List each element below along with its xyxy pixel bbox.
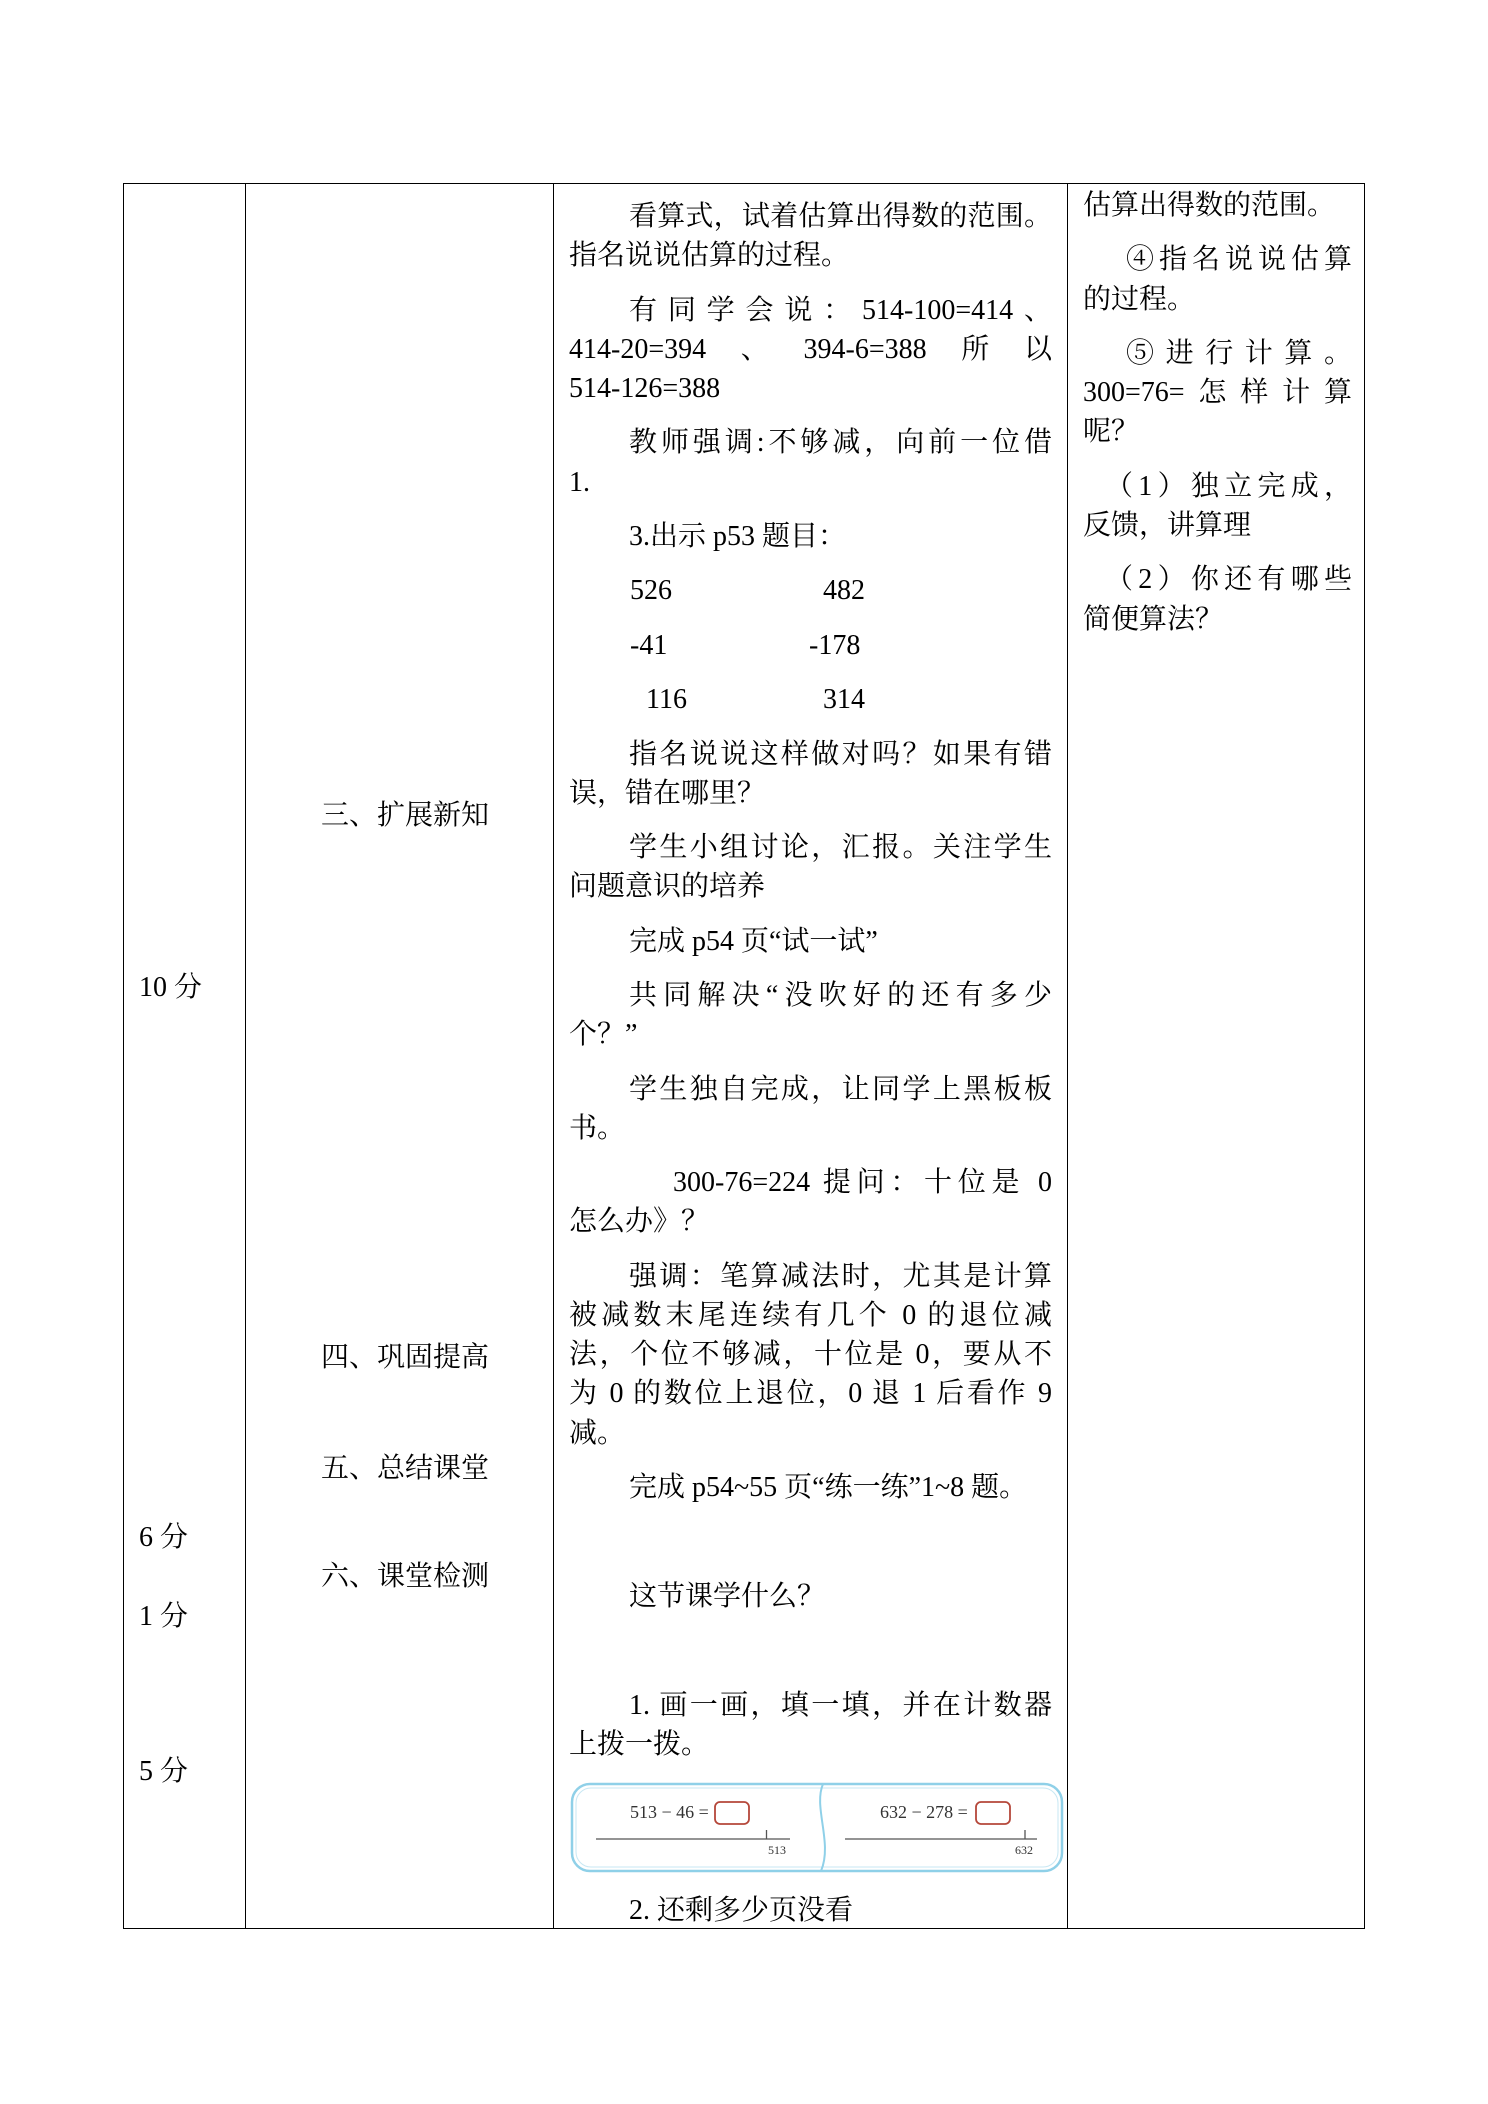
text-line: （2）你还有哪些 bbox=[1105, 564, 1352, 596]
text-line: 怎么办》？ bbox=[569, 1206, 710, 1238]
text-line: 1. 画一画，填一填，并在计数器 bbox=[629, 1689, 1052, 1721]
right-equation: 632 − 278 = bbox=[880, 1802, 968, 1823]
text-line: 简便算法？ bbox=[1083, 603, 1224, 635]
text-line: 300-76=224 提问：十位是 0 bbox=[673, 1167, 1052, 1199]
text-line: 误，错在哪里？ bbox=[569, 777, 766, 809]
text-line: 完成 p54 页“试一试” bbox=[629, 925, 878, 957]
teacher-paragraph bbox=[569, 423, 1052, 501]
text-line: 学生小组讨论，汇报。关注学生 bbox=[629, 832, 1052, 864]
teacher-paragraph bbox=[569, 517, 1052, 556]
teacher-paragraph bbox=[569, 197, 1052, 275]
blank-line bbox=[569, 1631, 1052, 1670]
teacher-paragraph bbox=[569, 735, 1052, 813]
calc-value: 526 bbox=[630, 575, 672, 607]
text-line: 完成 p54~55 页“练一练”1~8 题。 bbox=[629, 1472, 1028, 1504]
calc-value: -178 bbox=[809, 629, 861, 661]
text-line: 有同学会说：514-100=414、 bbox=[629, 294, 1052, 326]
text-line: 反馈，讲算理 bbox=[1083, 509, 1252, 541]
text-line: 300=76=怎样计算 bbox=[1083, 377, 1352, 409]
stage-column bbox=[246, 184, 554, 1928]
text-line: 1. bbox=[569, 466, 590, 498]
figure-frame bbox=[572, 1784, 1062, 1871]
figure-divider bbox=[820, 1784, 825, 1871]
text-line: 学生独自完成，让同学上黑板板 bbox=[629, 1073, 1052, 1105]
teacher-activity-column bbox=[554, 184, 1068, 1928]
text-line: 法，个位不够减，十位是 0，要从不 bbox=[569, 1339, 1052, 1371]
student-paragraph bbox=[1083, 334, 1352, 452]
time-mark: 1 分 bbox=[139, 1601, 189, 1632]
stage-label: 四、巩固提高 bbox=[321, 1342, 490, 1373]
time-mark: 5 分 bbox=[139, 1756, 189, 1787]
time-mark: 6 分 bbox=[139, 1522, 189, 1553]
text-line: 书。 bbox=[569, 1112, 626, 1144]
exercise-figure-graphic bbox=[569, 1779, 1065, 1876]
lesson-plan-table bbox=[123, 183, 1365, 1929]
right-answer-box bbox=[976, 1802, 1010, 1824]
text-line: 估算出得数的范围。 bbox=[1083, 190, 1336, 221]
left-equation: 513 − 46 = bbox=[630, 1802, 709, 1823]
student-paragraph bbox=[1083, 560, 1352, 638]
stage-label: 三、扩展新知 bbox=[321, 800, 490, 831]
text-line: 教师强调:不够减，向前一位借 bbox=[629, 427, 1052, 459]
vertical-calc-row bbox=[569, 680, 1052, 719]
teacher-paragraph bbox=[569, 1577, 1052, 1616]
calc-value: 116 bbox=[646, 684, 687, 716]
text-line: ④指名说说估算 bbox=[1126, 244, 1352, 276]
text-line: 减。 bbox=[569, 1417, 626, 1449]
stage-label: 六、课堂检测 bbox=[321, 1561, 490, 1592]
text-line: 被减数末尾连续有几个 0 的退位减 bbox=[569, 1300, 1052, 1332]
text-line: 呢？ bbox=[1083, 416, 1140, 448]
time-column bbox=[124, 184, 246, 1928]
teacher-paragraph bbox=[569, 976, 1052, 1054]
figure-frame-inner bbox=[576, 1788, 1058, 1867]
exercise-figure bbox=[569, 1779, 1052, 1876]
teacher-paragraph bbox=[569, 1468, 1052, 1507]
blank-line bbox=[569, 1522, 1052, 1561]
time-mark: 10 分 bbox=[139, 972, 203, 1003]
text-line: 414-20=394、394-6=388所以 bbox=[569, 333, 1052, 365]
teacher-paragraph bbox=[569, 1163, 1052, 1241]
text-line: 看算式，试着估算出得数的范围。 bbox=[629, 201, 1052, 232]
student-activity-column bbox=[1068, 184, 1364, 1928]
student-paragraph bbox=[1083, 467, 1352, 545]
teacher-paragraph bbox=[569, 1257, 1052, 1453]
teacher-paragraph bbox=[569, 922, 1052, 961]
text-line: 上拨一拨。 bbox=[569, 1728, 710, 1760]
stage-label: 五、总结课堂 bbox=[321, 1453, 490, 1484]
text-line: （1）独立完成， bbox=[1105, 470, 1352, 502]
calc-value: 482 bbox=[823, 575, 865, 607]
teacher-paragraph bbox=[569, 828, 1052, 906]
text-line: 个？” bbox=[569, 1019, 638, 1051]
text-line: 问题意识的培养 bbox=[569, 871, 766, 903]
text-line: 3.出示 p53 题目： bbox=[629, 520, 847, 552]
text-line: 强调：笔算减法时，尤其是计算 bbox=[629, 1260, 1052, 1292]
left-mark-label: 513 bbox=[768, 1843, 786, 1858]
vertical-calc-row bbox=[569, 626, 1052, 665]
teacher-paragraph bbox=[569, 291, 1052, 409]
test-item bbox=[569, 1891, 1052, 1928]
text-line: 指名说说这样做对吗？如果有错 bbox=[629, 738, 1052, 770]
calc-value: -41 bbox=[630, 629, 668, 661]
student-paragraph bbox=[1083, 186, 1352, 225]
text-line: 的过程。 bbox=[1083, 283, 1196, 315]
text-line: 514-126=388 bbox=[569, 373, 721, 404]
left-answer-box bbox=[715, 1802, 749, 1824]
student-paragraph bbox=[1083, 240, 1352, 318]
summary-question: 这节课学什么？ bbox=[629, 1580, 826, 1612]
test-item bbox=[569, 1686, 1052, 1764]
text-line: 为 0 的数位上退位，0 退 1 后看作 9 bbox=[569, 1378, 1052, 1410]
calc-value: 314 bbox=[823, 684, 865, 716]
teacher-paragraph bbox=[569, 1070, 1052, 1148]
right-mark-label: 632 bbox=[1015, 1843, 1033, 1858]
text-line: 共同解决“没吹好的还有多少 bbox=[629, 980, 1052, 1012]
text-line: ⑤进行计算。 bbox=[1126, 337, 1352, 369]
text-line: 2. 还剩多少页没看 bbox=[629, 1895, 854, 1927]
vertical-calc-row bbox=[569, 571, 1052, 610]
text-line: 指名说说估算的过程。 bbox=[569, 240, 850, 272]
